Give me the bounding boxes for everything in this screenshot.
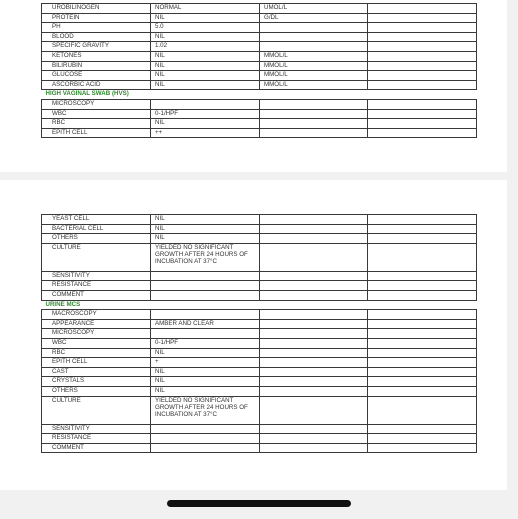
unit-cell bbox=[260, 290, 368, 300]
result-value-cell: NIL bbox=[151, 51, 260, 61]
result-value-cell bbox=[151, 310, 260, 320]
reference-cell bbox=[368, 443, 477, 453]
reference-cell bbox=[368, 71, 477, 81]
test-name-cell: BACTERIAL CELL bbox=[42, 224, 151, 234]
reference-cell bbox=[368, 424, 477, 434]
table-row bbox=[42, 243, 477, 271]
reference-cell bbox=[368, 109, 477, 119]
table-row bbox=[42, 13, 477, 23]
test-name-cell: COMMENT bbox=[42, 443, 151, 453]
result-value-cell: NORMAL bbox=[151, 4, 260, 14]
unit-cell bbox=[260, 386, 368, 396]
result-value-cell: NIL bbox=[151, 386, 260, 396]
table-row bbox=[42, 128, 477, 138]
test-name-cell: EPITH CELL bbox=[42, 358, 151, 368]
test-name-cell: SENSITIVITY bbox=[42, 271, 151, 281]
reference-cell bbox=[368, 128, 477, 138]
reference-cell bbox=[368, 367, 477, 377]
result-value-cell bbox=[151, 281, 260, 291]
unit-cell bbox=[260, 319, 368, 329]
section-heading-row bbox=[42, 90, 477, 100]
reference-cell bbox=[368, 329, 477, 339]
results-table-body bbox=[42, 4, 477, 138]
unit-cell bbox=[260, 99, 368, 109]
result-value-cell: NIL bbox=[151, 224, 260, 234]
table-row bbox=[42, 338, 477, 348]
unit-cell bbox=[260, 367, 368, 377]
result-value-cell: NIL bbox=[151, 234, 260, 244]
table-row bbox=[42, 424, 477, 434]
table-row bbox=[42, 367, 477, 377]
result-value-cell: YIELDED NO SIGNIFICANT GROWTH AFTER 24 HOURS OF INCUBATION AT 37°C bbox=[151, 396, 260, 424]
reference-cell bbox=[368, 358, 477, 368]
result-value-cell: NIL bbox=[151, 348, 260, 358]
test-name-cell: OTHERS bbox=[42, 386, 151, 396]
table-row bbox=[42, 386, 477, 396]
reference-cell bbox=[368, 32, 477, 42]
unit-cell bbox=[260, 424, 368, 434]
table-row bbox=[42, 434, 477, 444]
reference-cell bbox=[368, 224, 477, 234]
reference-cell bbox=[368, 23, 477, 33]
reference-cell bbox=[368, 4, 477, 14]
test-name-cell: KETONES bbox=[42, 51, 151, 61]
unit-cell bbox=[260, 32, 368, 42]
unit-cell bbox=[260, 443, 368, 453]
unit-cell bbox=[260, 234, 368, 244]
result-value-cell: NIL bbox=[151, 215, 260, 225]
test-name-cell: MICROSCOPY bbox=[42, 329, 151, 339]
unit-cell: MMOL/L bbox=[260, 71, 368, 81]
test-name-cell: MICROSCOPY bbox=[42, 99, 151, 109]
unit-cell bbox=[260, 224, 368, 234]
table-row bbox=[42, 290, 477, 300]
unit-cell bbox=[260, 434, 368, 444]
test-name-cell: OTHERS bbox=[42, 234, 151, 244]
table-row bbox=[42, 358, 477, 368]
test-name-cell: RBC bbox=[42, 348, 151, 358]
table-row bbox=[42, 329, 477, 339]
reference-cell bbox=[368, 281, 477, 291]
result-value-cell bbox=[151, 271, 260, 281]
unit-cell: MMOL/L bbox=[260, 61, 368, 71]
table-row bbox=[42, 310, 477, 320]
reference-cell bbox=[368, 386, 477, 396]
reference-cell bbox=[368, 319, 477, 329]
table-row bbox=[42, 32, 477, 42]
result-value-cell bbox=[151, 99, 260, 109]
section-heading: URINE MCS bbox=[45, 300, 81, 308]
result-value-cell bbox=[151, 443, 260, 453]
result-value-cell: NIL bbox=[151, 80, 260, 90]
table-row bbox=[42, 80, 477, 90]
unit-cell bbox=[260, 358, 368, 368]
test-name-cell: APPEARANCE bbox=[42, 319, 151, 329]
test-name-cell: BILIRUBIN bbox=[42, 61, 151, 71]
unit-cell: G/DL bbox=[260, 13, 368, 23]
results-table-page-1 bbox=[41, 3, 477, 138]
result-value-cell: NIL bbox=[151, 377, 260, 387]
result-value-cell: YIELDED NO SIGNIFICANT GROWTH AFTER 24 HOURS OF INCUBATION AT 37°C bbox=[151, 243, 260, 271]
test-name-cell: PH bbox=[42, 23, 151, 33]
table-row bbox=[42, 215, 477, 225]
test-name-cell: BLOOD bbox=[42, 32, 151, 42]
test-name-cell: RESISTANCE bbox=[42, 281, 151, 291]
result-value-cell: NIL bbox=[151, 367, 260, 377]
table-row bbox=[42, 42, 477, 52]
table-row bbox=[42, 109, 477, 119]
table-row bbox=[42, 281, 477, 291]
reference-cell bbox=[368, 42, 477, 52]
test-name-cell: RBC bbox=[42, 119, 151, 129]
test-name-cell: UROBILINOGEN bbox=[42, 4, 151, 14]
section-heading: HIGH VAGINAL SWAB (HVS) bbox=[45, 90, 129, 98]
reference-cell bbox=[368, 119, 477, 129]
unit-cell: UMOL/L bbox=[260, 4, 368, 14]
unit-cell bbox=[260, 348, 368, 358]
table-row bbox=[42, 99, 477, 109]
unit-cell bbox=[260, 215, 368, 225]
test-name-cell: ASCORBIC ACID bbox=[42, 80, 151, 90]
result-value-cell bbox=[151, 329, 260, 339]
document-page-1 bbox=[0, 0, 507, 172]
reference-cell bbox=[368, 61, 477, 71]
unit-cell bbox=[260, 119, 368, 129]
result-value-cell: NIL bbox=[151, 119, 260, 129]
test-name-cell: COMMENT bbox=[42, 290, 151, 300]
reference-cell bbox=[368, 80, 477, 90]
home-indicator[interactable] bbox=[167, 500, 351, 507]
result-value-cell: + bbox=[151, 358, 260, 368]
reference-cell bbox=[368, 51, 477, 61]
unit-cell bbox=[260, 271, 368, 281]
table-row bbox=[42, 119, 477, 129]
test-name-cell: PROTEIN bbox=[42, 13, 151, 23]
results-table-page-2 bbox=[41, 214, 477, 453]
unit-cell bbox=[260, 329, 368, 339]
reference-cell bbox=[368, 338, 477, 348]
document-page-2 bbox=[0, 180, 507, 490]
reference-cell bbox=[368, 434, 477, 444]
test-name-cell: CULTURE bbox=[42, 396, 151, 424]
unit-cell: MMOL/L bbox=[260, 80, 368, 90]
unit-cell: MMOL/L bbox=[260, 51, 368, 61]
table-row bbox=[42, 61, 477, 71]
result-value-cell: AMBER AND CLEAR bbox=[151, 319, 260, 329]
table-row bbox=[42, 377, 477, 387]
reference-cell bbox=[368, 243, 477, 271]
test-name-cell: CRYSTALS bbox=[42, 377, 151, 387]
result-value-cell: NIL bbox=[151, 61, 260, 71]
results-table-body bbox=[42, 215, 477, 453]
reference-cell bbox=[368, 396, 477, 424]
test-name-cell: CULTURE bbox=[42, 243, 151, 271]
reference-cell bbox=[368, 215, 477, 225]
test-name-cell: WBC bbox=[42, 109, 151, 119]
result-value-cell bbox=[151, 434, 260, 444]
unit-cell bbox=[260, 310, 368, 320]
unit-cell bbox=[260, 42, 368, 52]
unit-cell bbox=[260, 377, 368, 387]
result-value-cell: 0-1/HPF bbox=[151, 338, 260, 348]
table-row bbox=[42, 396, 477, 424]
table-row bbox=[42, 271, 477, 281]
result-value-cell: ++ bbox=[151, 128, 260, 138]
test-name-cell: SPECIFIC GRAVITY bbox=[42, 42, 151, 52]
unit-cell bbox=[260, 23, 368, 33]
table-row bbox=[42, 71, 477, 81]
test-name-cell: EPITH CELL bbox=[42, 128, 151, 138]
reference-cell bbox=[368, 377, 477, 387]
section-heading-row bbox=[42, 300, 477, 310]
test-name-cell: GLUCOSE bbox=[42, 71, 151, 81]
table-row bbox=[42, 234, 477, 244]
table-row bbox=[42, 319, 477, 329]
table-row bbox=[42, 51, 477, 61]
unit-cell bbox=[260, 396, 368, 424]
reference-cell bbox=[368, 348, 477, 358]
unit-cell bbox=[260, 281, 368, 291]
result-value-cell bbox=[151, 424, 260, 434]
result-value-cell: NIL bbox=[151, 32, 260, 42]
result-value-cell: 5.0 bbox=[151, 23, 260, 33]
test-name-cell: WBC bbox=[42, 338, 151, 348]
reference-cell bbox=[368, 290, 477, 300]
reference-cell bbox=[368, 13, 477, 23]
unit-cell bbox=[260, 243, 368, 271]
table-row bbox=[42, 4, 477, 14]
result-value-cell: NIL bbox=[151, 13, 260, 23]
unit-cell bbox=[260, 128, 368, 138]
test-name-cell: RESISTANCE bbox=[42, 434, 151, 444]
table-row bbox=[42, 348, 477, 358]
test-name-cell: YEAST CELL bbox=[42, 215, 151, 225]
test-name-cell: MACROSCOPY bbox=[42, 310, 151, 320]
result-value-cell: 1.02 bbox=[151, 42, 260, 52]
reference-cell bbox=[368, 310, 477, 320]
result-value-cell bbox=[151, 290, 260, 300]
unit-cell bbox=[260, 338, 368, 348]
reference-cell bbox=[368, 234, 477, 244]
result-value-cell: 0-1/HPF bbox=[151, 109, 260, 119]
test-name-cell: SENSITIVITY bbox=[42, 424, 151, 434]
table-row bbox=[42, 443, 477, 453]
result-value-cell: NIL bbox=[151, 71, 260, 81]
reference-cell bbox=[368, 99, 477, 109]
test-name-cell: CAST bbox=[42, 367, 151, 377]
reference-cell bbox=[368, 271, 477, 281]
table-row bbox=[42, 224, 477, 234]
table-row bbox=[42, 23, 477, 33]
page-separator bbox=[0, 172, 518, 180]
unit-cell bbox=[260, 109, 368, 119]
